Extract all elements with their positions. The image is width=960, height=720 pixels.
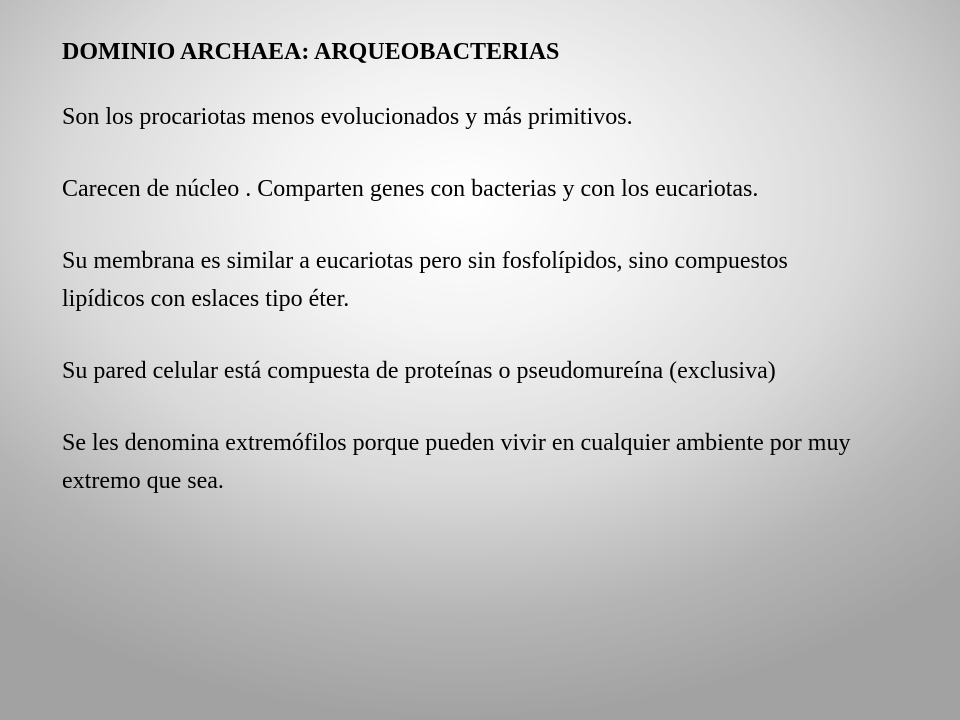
paragraph-primitive: Son los procariotas menos evolucionados y más primitivos.: [62, 104, 633, 130]
paragraph-extremophiles: Se les denomina extremófilos porque pueden vivir en cualquier ambiente por muy extremo que sea.: [62, 430, 851, 494]
paragraph-nucleus-genes: Carecen de núcleo . Comparten genes con bacterias y con los eucariotas.: [62, 176, 759, 202]
slide-title: DOMINIO ARCHAEA: ARQUEOBACTERIAS: [62, 39, 560, 65]
paragraph-cell-wall: Su pared celular está compuesta de proteínas o pseudomureína (exclusiva): [62, 358, 776, 384]
paragraph-membrane: Su membrana es similar a eucariotas pero sin fosfolípidos, sino compuestos lipídicos con eslaces tipo éter.: [62, 248, 788, 312]
slide-content: [62, 32, 862, 534]
